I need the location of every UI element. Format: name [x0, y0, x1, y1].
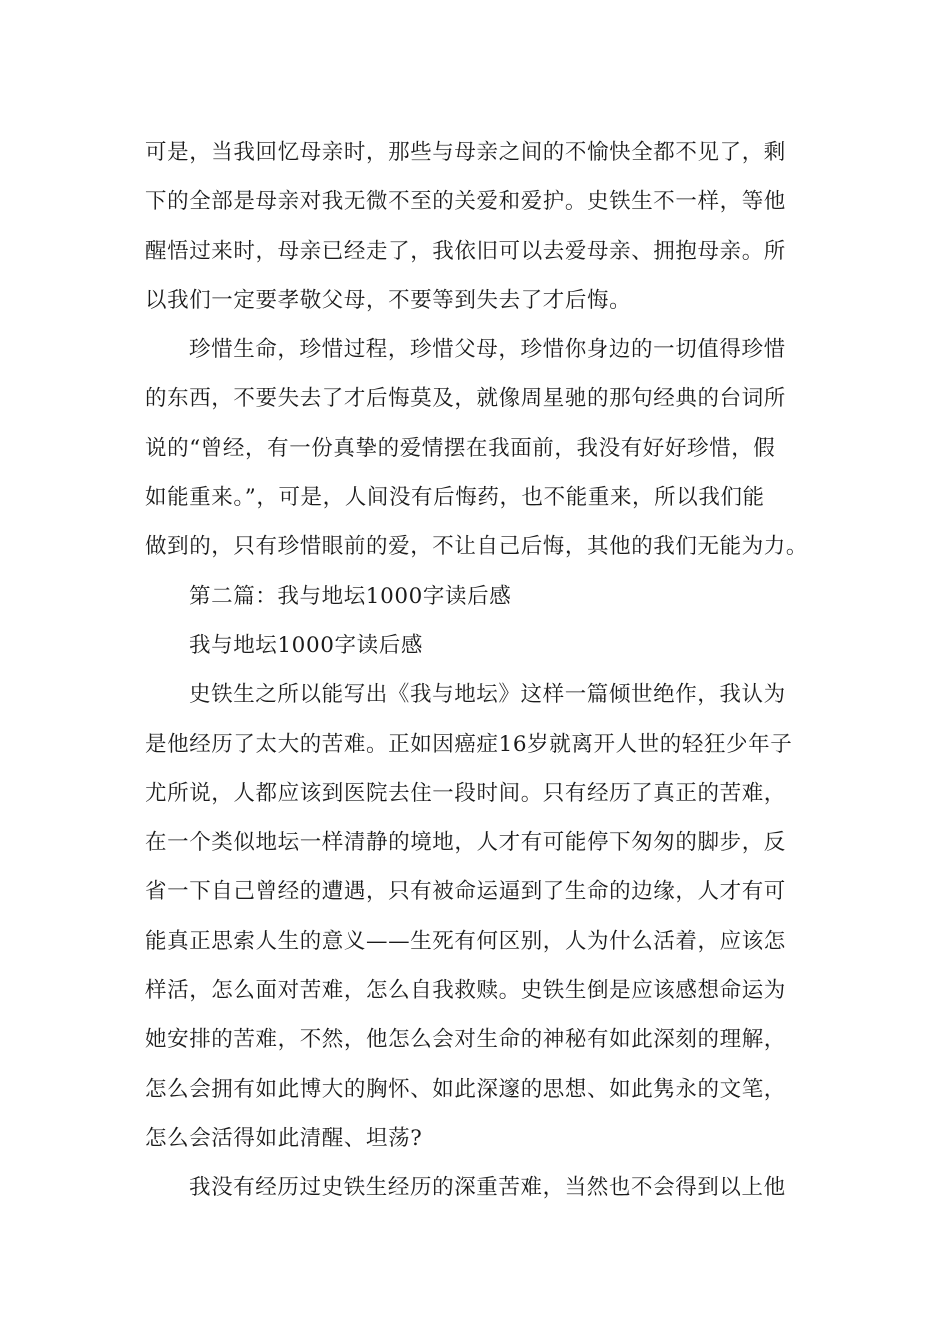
- text-line: 我与地坛1000字读后感: [189, 632, 423, 658]
- text-line: 珍惜生命，珍惜过程，珍惜父母，珍惜你身边的一切值得珍惜: [189, 337, 786, 363]
- text-line: 史铁生之所以能写出《我与地坛》这样一篇倾世绝作，我认为: [189, 682, 786, 708]
- text-line: 是他经历了太大的苦难。正如因癌症16岁就离开人世的轻狂少年子: [145, 731, 793, 757]
- text-line: 的东西，不要失去了才后悔莫及，就像周星驰的那句经典的台词所: [145, 386, 786, 412]
- text-line: 怎么会活得如此清醒、坦荡?: [145, 1125, 423, 1151]
- text-line: 如能重来。”，可是，人间没有后悔药，也不能重来，所以我们能: [145, 485, 765, 511]
- text-line: 在一个类似地坛一样清静的境地，人才有可能停下匆匆的脚步，反: [145, 830, 786, 856]
- text-line: 以我们一定要孝敬父母，不要等到失去了才后悔。: [145, 287, 632, 313]
- text-line: 下的全部是母亲对我无微不至的关爱和爱护。史铁生不一样，等他: [145, 189, 786, 215]
- document-body: [145, 128, 808, 1213]
- text-line: 做到的，只有珍惜眼前的爱，不让自己后悔，其他的我们无能为力。: [145, 534, 809, 560]
- text-line: 怎么会拥有如此博大的胸怀、如此深邃的思想、如此隽永的文笔，: [145, 1076, 786, 1102]
- text-line: 能真正思索人生的意义——生死有何区别，人为什么活着，应该怎: [145, 928, 786, 954]
- text-line: 说的“曾经，有一份真挚的爱情摆在我面前，我没有好好珍惜，假: [145, 435, 776, 461]
- text-line: 醒悟过来时，母亲已经走了，我依旧可以去爱母亲、拥抱母亲。所: [145, 238, 786, 264]
- text-line: 样活，怎么面对苦难，怎么自我救赎。史铁生倒是应该感想命运为: [145, 978, 786, 1004]
- text-line: 尤所说，人都应该到医院去住一段时间。只有经历了真正的苦难，: [145, 780, 786, 806]
- text-line: 可是，当我回忆母亲时，那些与母亲之间的不愉快全都不见了，剩: [145, 140, 786, 165]
- text-line: 我没有经历过史铁生经历的深重苦难，当然也不会得到以上他: [189, 1175, 786, 1201]
- text-line: 她安排的苦难，不然，他怎么会对生命的神秘有如此深刻的理解，: [145, 1027, 786, 1053]
- text-line: 省一下自己曾经的遭遇，只有被命运逼到了生命的边缘，人才有可: [145, 879, 786, 905]
- text-line: 第二篇：我与地坛1000字读后感: [189, 583, 512, 609]
